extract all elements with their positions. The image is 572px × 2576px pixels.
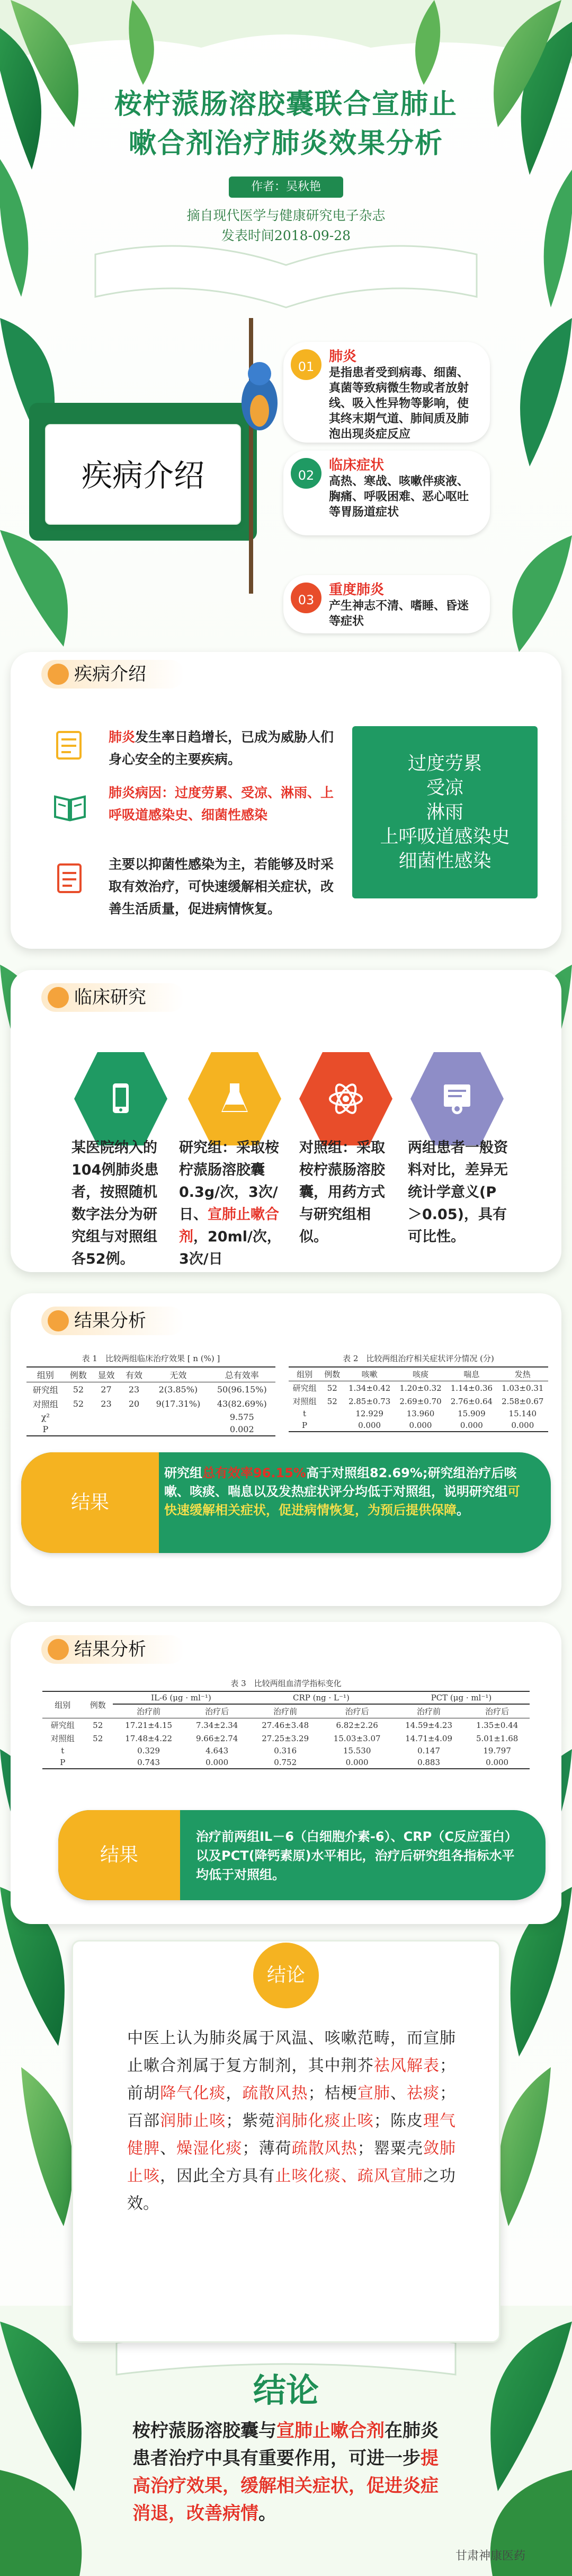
conclusion-text-segment: 之功效。: [127, 2167, 456, 2213]
table-row: P 0.002: [26, 1423, 275, 1436]
conclusion-text-segment: ；前胡: [127, 2057, 456, 2103]
section-heading: 临床研究: [41, 983, 184, 1012]
conclusion-text-segment: ，: [226, 2084, 243, 2103]
conclusion-text-segment: 疏散风热: [242, 2084, 308, 2103]
table-row: 对照组 52 2.85±0.73 2.69±0.70 2.76±0.64 2.58±0.67: [292, 1396, 544, 1406]
conclusion-text-segment: ；薄荷: [242, 2139, 292, 2158]
intro-item-title: 肺炎: [329, 349, 357, 365]
disease-paragraph-1: 肺炎发生率日趋增长，已成为威胁人们身心安全的主要疾病。: [109, 729, 334, 767]
author-badge: 作者：吴秋艳: [229, 177, 343, 198]
table-row: 研究组 52 27 23 2(3.85%) 50(96.15%): [32, 1384, 267, 1395]
conclusion-text-segment: ；桔梗: [308, 2084, 358, 2103]
table-row: 对照组 52 17.48±4.22 9.66±2.74 27.25±3.29 15.03±3.07 14.71±4.09 5.01±1.68: [50, 1733, 519, 1743]
clinical-column-4: 两组患者一般资料对比，差异无统计学意义(P＞0.05)，具有可比性。: [408, 1140, 508, 1245]
table-3: 组别 例数 IL-6 (μg · ml⁻¹) CRP (ng · L⁻¹) PCT (μg · ml⁻¹) 治疗前 治疗后 治疗前 治疗后 治疗前 治疗后 研究组 52 17.21±4.15 7.34±2.34 27.46±3.48 6.82±2.26 14.59±4.23 1.35±0.44 对照组 52 17.48±4.22 9.66±2.74 27.25±3.29 15.03±3.07 14.71±4.09 5.01±1.68 t 0.329 4.643 0.316 15.530 0.147 19.797 P 0.743 0.000 0.752 0.000 0.883 0.000: [42, 1691, 530, 1769]
intro-item-text: 高热、寒战、咳嗽伴痰液、胸痛、呼吸困难、恶心呕吐等胃肠道症状: [329, 475, 469, 519]
intro-item-title: 重度肺炎: [329, 582, 385, 598]
conclusion-text-segment: 敛肺止咳: [127, 2139, 456, 2185]
table-row: t 12.929 13.960 15.909 15.140: [303, 1409, 537, 1418]
publication-info: 摘自现代医学与健康研究电子杂志 发表时间2018-09-28: [186, 208, 386, 243]
conclusion-text-segment: ；百部: [127, 2084, 456, 2130]
conclusion-text-segment: 、: [390, 2084, 407, 2103]
intro-item-3: [283, 575, 490, 633]
conclusion-text-segment: 止咳化痰、疏风宣肺: [275, 2167, 423, 2185]
table-row: P 0.000 0.000 0.000 0.000: [289, 1419, 548, 1432]
final-title: 结论: [253, 2371, 319, 2410]
disease-paragraph-2: 肺炎病因：过度劳累、受凉、淋雨、上呼吸道感染史、细菌性感染: [109, 785, 334, 823]
conclusion-text-segment: 疏散风热: [291, 2139, 358, 2158]
result-summary-2: [58, 1810, 546, 1900]
conclusion-badge: 结论: [253, 1943, 319, 2008]
clinical-column-1: 某医院纳入的104例肺炎患者，按照随机数字法分为研究组与对照组各52例。: [72, 1140, 159, 1267]
final-text-segment: 在肺炎患者治疗中具有重要作用，可进一步: [132, 2420, 439, 2469]
table-row: P 0.743 0.000 0.752 0.000 0.883 0.000: [42, 1757, 530, 1769]
conclusion-text-segment: 、: [160, 2139, 177, 2158]
results-card-1: [11, 1293, 561, 1606]
document-icon: [53, 729, 85, 761]
conclusion-text-segment: 润肺化痰止咳: [275, 2112, 374, 2130]
book-icon: [53, 792, 87, 822]
intro-board-label: 疾病介绍: [45, 424, 241, 525]
conclusion-text-segment: 祛风解表: [373, 2057, 440, 2075]
conclusion-text-segment: ；罂粟壳: [357, 2139, 423, 2158]
conclusion-text-segment: 中医上认为肺炎属于风温、咳嗽范畴，而宣肺止嗽合剂属于复方制剂，其中荆芥: [127, 2029, 455, 2075]
conclusion-text-segment: ；紫菀: [226, 2112, 275, 2130]
conclusion-text-segment: 润肺止咳: [160, 2112, 226, 2130]
conclusion-text: [127, 2025, 455, 2218]
causes-box: 过度劳累 受凉 淋雨 上呼吸道感染史 细菌性感染: [352, 726, 538, 898]
conclusion-text-segment: 祛痰: [406, 2084, 440, 2103]
disease-paragraph-3: 主要以抑菌性感染为主，若能够及时采取有效治疗，可快速缓解相关症状，改善生活质量，促进病情恢复。: [109, 857, 334, 916]
table-2: 组别 例数 咳嗽 咳痰 喘息 发热 研究组 52 1.34±0.42 1.20±0.32 1.14±0.36 1.03±0.31 对照组 52 2.85±0.73 2.69±0.70 2.76±0.64 2.58±0.67 t 12.929 13.960 15.909 15.140 P 0.000 0.000 0.000 0.000: [289, 1366, 548, 1432]
final-text-segment: 。: [258, 2503, 276, 2524]
table-row: 研究组 52 17.21±4.15 7.34±2.34 27.46±3.48 6.82±2.26 14.59±4.23 1.35±0.44: [50, 1720, 519, 1730]
table-3-caption: 表 3 比较两组血清学指标变化: [230, 1679, 342, 1688]
final-text-segment: 桉柠蒎肠溶胶囊与: [132, 2420, 276, 2441]
final-text-segment: 宣肺止嗽合剂: [276, 2420, 385, 2441]
conclusion-text-segment: ；陈皮: [373, 2112, 423, 2130]
final-text: [132, 2417, 440, 2527]
section-heading: 疾病介绍: [41, 660, 184, 689]
conclusion-text-segment: 燥湿化痰: [176, 2139, 243, 2158]
conclusion-text-segment: 宣肺: [357, 2084, 390, 2103]
result-label: 结果: [58, 1810, 180, 1900]
conclusion-text-segment: 降气化痰: [160, 2084, 226, 2103]
page-title: 桉柠蒎肠溶胶囊联合宣肺止 嗽合剂治疗肺炎效果分析: [114, 88, 458, 160]
conclusion-text-segment: ，因此全方具有: [160, 2167, 275, 2185]
intro-item-title: 临床症状: [329, 457, 385, 473]
result-summary-1: [21, 1452, 551, 1553]
table-row: t 0.329 4.643 0.316 15.530 0.147 19.797: [61, 1746, 511, 1755]
clinical-column-3: 对照组：采取桉柠蒎肠溶胶囊，用药方式与研究组相似。: [299, 1140, 385, 1245]
intro-item-number: 01: [289, 347, 324, 382]
intro-item-2: [283, 451, 490, 535]
table-row: χ² 9.575: [41, 1412, 254, 1422]
intro-item-number: 03: [289, 580, 324, 615]
conclusion-text-segment: 理气健脾: [127, 2112, 456, 2158]
table-row: 对照组 52 23 20 9(17.31%) 43(82.69%): [32, 1399, 267, 1409]
notes-icon: [53, 861, 85, 895]
intro-item-text: 是指患者受到病毒、细菌、真菌等致病微生物或者放射线、吸入性异物等影响，使其终末期气道、肺间质及肺泡出现炎症反应: [329, 366, 469, 441]
table-2-caption: 表 2 比较两组治疗相关症状评分情况 (分): [343, 1354, 494, 1363]
intro-item-1: [283, 342, 490, 443]
table-row: 研究组 52 1.34±0.42 1.20±0.32 1.14±0.36 1.03±0.31: [292, 1383, 544, 1393]
final-text-segment: 提高治疗效果，缓解相关症状，促进炎症消退，改善病情: [132, 2448, 439, 2524]
intro-item-text: 产生神志不清、嗜睡、昏迷等症状: [329, 599, 469, 628]
result-text: 研究组总有效率96.15%高于对照组82.69%;研究组治疗后咳嗽、咳痰、喘息以及发热症状评分均低于对照组，说明研究组可快速缓解相关症状，促进病情恢复，为预后提供保障。: [164, 1466, 520, 1518]
clinical-column-2: 研究组：采取桉柠蒎肠溶胶囊0.3g/次，3次/日、宣肺止嗽合剂，20ml/次，3次/日: [179, 1140, 281, 1267]
intro-item-number: 02: [289, 456, 324, 491]
result-text: 治疗前两组IL－6（白细胞介素-6）、CRP（C反应蛋白）以及PCT(降钙素原)水平相比，治疗后研究组各指标水平均低于对照组。: [196, 1829, 517, 1882]
watermark: 甘肃神康医药: [455, 2549, 526, 2563]
result-label: 结果: [21, 1452, 159, 1553]
section-heading: 结果分析: [41, 1635, 184, 1664]
table-1: 组别 例数 显效 有效 无效 总有效率 研究组 52 27 23 2(3.85%) 50(96.15%) 对照组 52 23 20 9(17.31%) 43(82.69%) χ² 9.575 P 0.002: [26, 1366, 275, 1436]
section-heading: 结果分析: [41, 1307, 184, 1335]
table-1-caption: 表 1 比较两组临床治疗效果 [ n (%) ]: [82, 1354, 220, 1363]
